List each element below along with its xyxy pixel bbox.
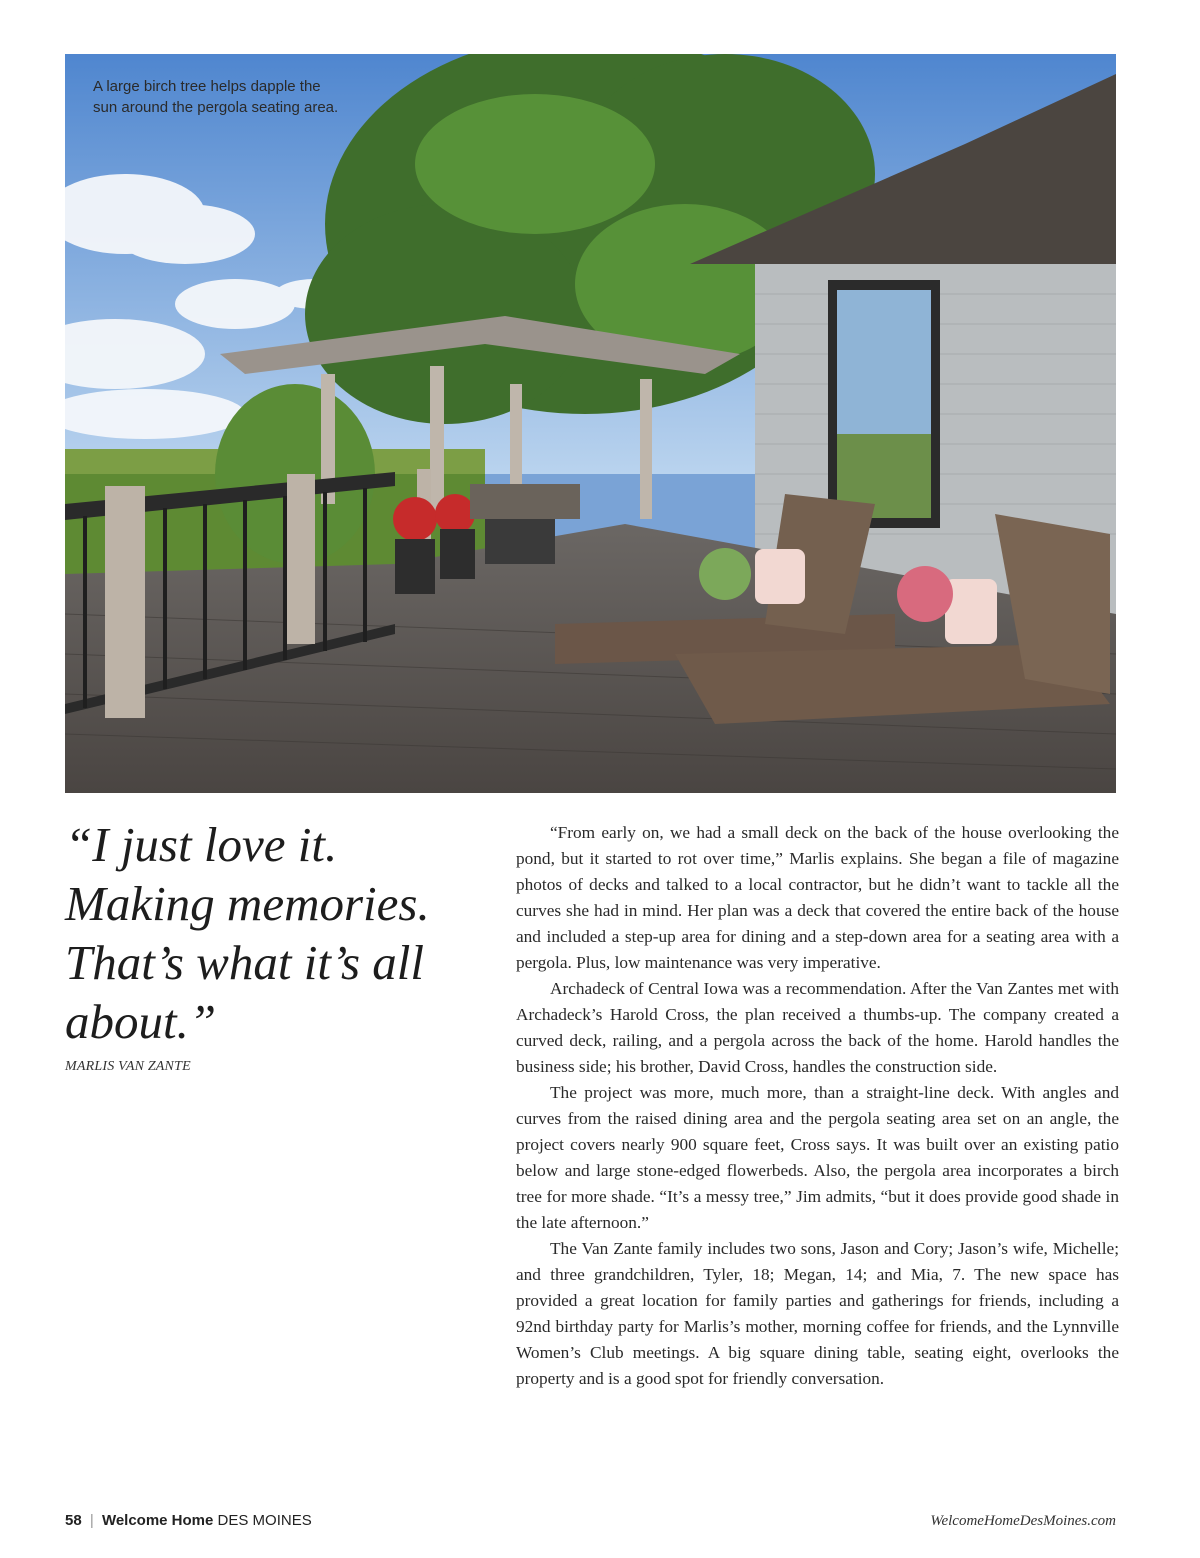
footer-folio <box>65 1512 312 1529</box>
photo-caption: A large birch tree helps dapple the sun around the pergola seating area. <box>93 78 339 116</box>
article-body <box>516 820 1119 1392</box>
deck-scene-illustration <box>65 54 1116 793</box>
deck-photo <box>65 54 1116 793</box>
fire-table <box>485 514 555 564</box>
footer-website: WelcomeHomeDesMoines.com <box>930 1513 1116 1529</box>
outdoor-sofa <box>470 484 580 519</box>
article-paragraph: Archadeck of Central Iowa was a recommendation. After the Van Zantes met with Archadeck’s Harold Cross, the plan received a thumbs-up. The company created a curved deck, railing, and a pergola across the back of the home. Harold handles the business side; his brother, David Cross, handles the construction side. <box>516 979 1119 1076</box>
magazine-brand: Welcome Home <box>101 1512 214 1529</box>
page-number: 58 <box>65 1512 82 1529</box>
pull-quote: “I just love it. Making memories. That’s what it’s all about.” <box>65 817 430 1049</box>
article-paragraph: The project was more, much more, than a straight-line deck. With angles and curves from the raised dining area and the pergola seating area set on an angle, the project covers nearly 900 square feet, Cross says. It was built over an existing patio below and large stone-edged flowerbeds. Also, the pergola area incorporates a birch tree for more shade. “It’s a messy tree,” Jim admits, “but it does provide good shade in the late afternoon.” <box>516 1083 1119 1232</box>
footer-separator: | <box>89 1512 94 1529</box>
quote-attribution: MARLIS VAN ZANTE <box>65 1059 191 1074</box>
article-paragraph: The Van Zante family includes two sons, Jason and Cory; Jason’s wife, Michelle; and three grandchildren, Tyler, 18; Megan, 14; and Mia, 7. The new space has provided a great location for family parties and gatherings for friends, including a 92nd birthday party for Marlis’s mother, morning coffee for friends, and the Lynnville Women’s Club meetings. A big square dining table, seating eight, overlooks the property and is a good spot for friendly conversation. <box>516 1239 1119 1388</box>
article-paragraph: “From early on, we had a small deck on the back of the house overlooking the pond, but it started to rot over time,” Marlis explains. She began a file of magazine photos of decks and talked to a local contractor, but he didn’t want to tackle all the curves she had in mind. Her plan was a deck that covered the entire back of the house and included a step-up area for dining and a step-down area for a seating area with a pergola. Plus, low maintenance was very imperative. <box>516 823 1119 972</box>
magazine-city: DES MOINES <box>217 1512 312 1529</box>
